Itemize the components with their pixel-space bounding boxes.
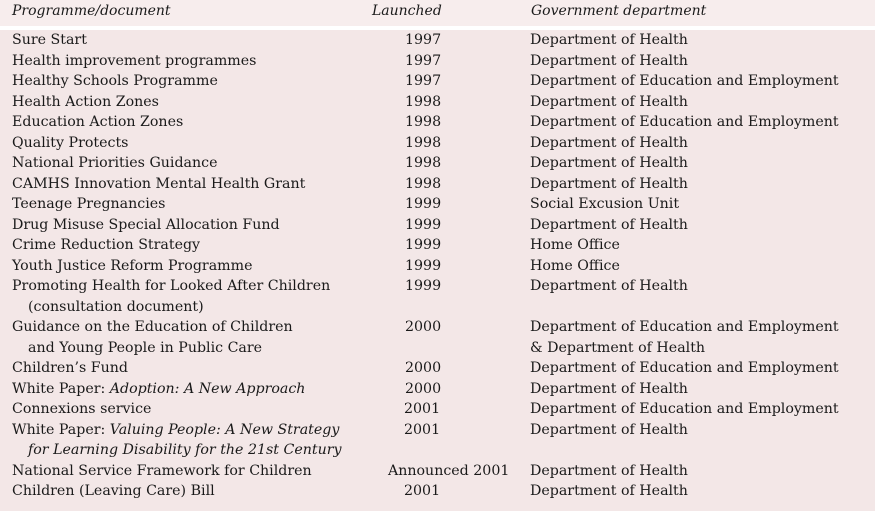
launched-value: 1998 (405, 175, 442, 192)
launched-value: 2001 (404, 401, 441, 417)
table-row (0, 256, 875, 277)
table-row (0, 358, 875, 379)
programme-cell: Connexions service (12, 401, 152, 417)
programme-prefix: White Paper: (12, 421, 110, 438)
launched-value: 1998 (405, 155, 442, 171)
table-row (0, 276, 875, 317)
department-cell: Department of Education and Employment (530, 73, 839, 89)
launched-cell (388, 379, 530, 400)
programmes-table (0, 30, 875, 502)
launched-cell (388, 461, 530, 482)
column-header-launched: Launched (372, 3, 442, 19)
table-row (0, 133, 875, 154)
programme-line: Promoting Health for Looked After Children (12, 278, 331, 294)
department-cell: Department of Health (530, 421, 688, 438)
launched-value: 2000 (405, 380, 442, 397)
column-header-department: Government department (531, 3, 707, 19)
launched-cell (388, 481, 530, 502)
department-cell: Department of Health (530, 175, 688, 192)
department-cell: Home Office (530, 237, 620, 253)
launched-cell (388, 133, 530, 154)
launched-cell (388, 112, 530, 133)
launched-cell (388, 71, 530, 92)
launched-value: 2001 (404, 421, 441, 438)
programme-cell: National Priorities Guidance (12, 155, 218, 171)
programme-line-continued: for Learning Disability for the 21st Century (28, 442, 342, 458)
department-cell: Department of Education and Employment (530, 114, 839, 130)
launched-value: 1999 (405, 257, 442, 274)
department-cell: Department of Health (530, 278, 688, 294)
programme-title-italic: Adoption: A New Approach (109, 380, 306, 397)
programme-cell: Youth Justice Reform Programme (12, 257, 253, 274)
programme-cell: CAMHS Innovation Mental Health Grant (12, 175, 306, 192)
department-cell (530, 317, 875, 358)
table-row (0, 399, 875, 420)
table-row (0, 235, 875, 256)
programme-cell (0, 276, 388, 317)
programme-cell (0, 317, 388, 358)
programme-cell: Education Action Zones (12, 114, 184, 130)
launched-cell (388, 358, 530, 379)
launched-cell (388, 30, 530, 51)
launched-value: 1997 (405, 73, 442, 89)
department-cell: Department of Health (530, 216, 688, 233)
department-cell: Department of Health (530, 52, 688, 69)
programme-cell: Children’s Fund (12, 360, 128, 376)
launched-cell (388, 235, 530, 256)
department-cell: Home Office (530, 257, 620, 274)
launched-cell (388, 256, 530, 277)
launched-value: 2000 (405, 319, 442, 335)
department-cell: Department of Health (530, 483, 688, 499)
table-row (0, 379, 875, 400)
programme-line: Guidance on the Education of Children (12, 319, 293, 335)
department-cell: Department of Health (530, 462, 688, 479)
department-line-continued: & Department of Health (530, 339, 706, 356)
programme-title-italic: Valuing People: A New Strategy (109, 421, 340, 438)
programme-cell: Crime Reduction Strategy (12, 237, 201, 253)
department-cell: Department of Health (530, 134, 688, 151)
programme-cell: Health improvement programmes (12, 52, 257, 69)
launched-cell (388, 420, 530, 461)
department-line: Department of Education and Employment (530, 319, 839, 335)
programme-cell: Sure Start (12, 32, 87, 48)
department-cell: Department of Health (530, 155, 688, 171)
launched-cell (388, 194, 530, 215)
department-cell: Department of Health (530, 380, 688, 397)
launched-cell (388, 399, 530, 420)
table-row (0, 461, 875, 482)
programme-cell: Healthy Schools Programme (12, 73, 218, 89)
table-row (0, 174, 875, 195)
programme-cell (0, 379, 388, 400)
table-row (0, 71, 875, 92)
programme-prefix: White Paper: (12, 380, 110, 397)
department-cell: Department of Health (530, 32, 688, 48)
table-row (0, 481, 875, 502)
launched-cell (388, 174, 530, 195)
department-cell: Department of Health (530, 93, 688, 110)
table-row (0, 51, 875, 72)
launched-value: Announced 2001 (388, 462, 510, 479)
table-row (0, 317, 875, 358)
launched-cell (388, 92, 530, 113)
launched-value: 1999 (405, 278, 442, 294)
launched-value: 1997 (405, 52, 442, 69)
launched-cell (388, 51, 530, 72)
table-row (0, 215, 875, 236)
programme-cell: Children (Leaving Care) Bill (12, 483, 215, 499)
launched-cell (388, 276, 530, 317)
table-row (0, 112, 875, 133)
launched-cell (388, 317, 530, 358)
table-row (0, 153, 875, 174)
launched-value: 1998 (405, 134, 442, 151)
department-cell: Social Excusion Unit (530, 196, 680, 212)
programme-cell: Quality Protects (12, 134, 129, 151)
launched-value: 1997 (405, 32, 442, 48)
launched-value: 1999 (405, 196, 442, 212)
table-row (0, 30, 875, 51)
table-row (0, 194, 875, 215)
launched-value: 1998 (405, 93, 442, 110)
programme-cell: National Service Framework for Children (12, 462, 312, 479)
programme-cell (0, 420, 388, 461)
programme-cell: Drug Misuse Special Allocation Fund (12, 216, 280, 233)
department-cell: Department of Education and Employment (530, 401, 839, 417)
programme-line-continued: and Young People in Public Care (28, 339, 263, 356)
programme-line-continued: (consultation document) (28, 298, 204, 315)
table-row (0, 92, 875, 113)
launched-value: 2001 (404, 483, 441, 499)
launched-cell (388, 215, 530, 236)
column-header-programme: Programme/document (12, 3, 171, 19)
programme-cell: Health Action Zones (12, 93, 159, 110)
table-row (0, 420, 875, 461)
programme-cell: Teenage Pregnancies (12, 196, 166, 212)
department-cell: Department of Education and Employment (530, 360, 839, 376)
launched-value: 1999 (405, 237, 442, 253)
launched-value: 1999 (405, 216, 442, 233)
programme-line (12, 420, 388, 441)
launched-cell (388, 153, 530, 174)
launched-value: 1998 (405, 114, 442, 130)
launched-value: 2000 (405, 360, 442, 376)
